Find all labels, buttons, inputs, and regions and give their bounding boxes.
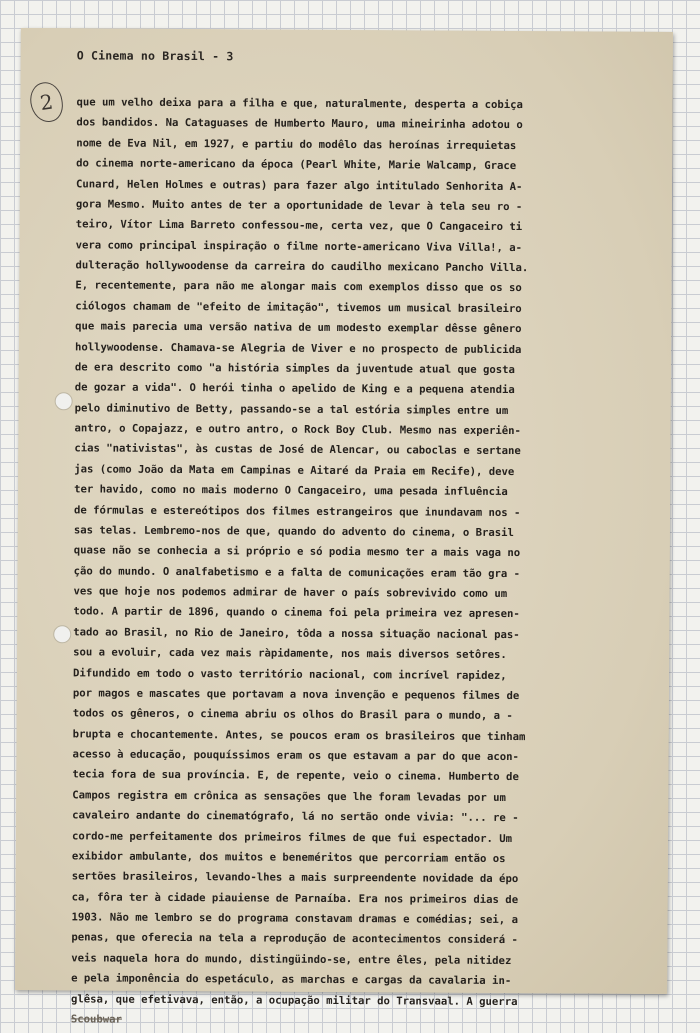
text-line: glêsa, que efetivava, então, a ocupação militar do Transvaal. A guerra	[70, 992, 518, 1008]
text-line: tecia fora de sua província. E, de repente, veio o cinema. Humberto de	[72, 768, 519, 784]
text-line: sou a evoluir, cada vez mais ràpidamente, nos mais diversos setôres.	[73, 646, 507, 662]
text-line: teiro, Vítor Lima Barreto confessou-me, certa vez, que O Cangaceiro ti	[75, 218, 523, 234]
text-line: quase não se conhecia a si próprio e só podia mesmo ter a mais vaga no	[73, 544, 521, 560]
text-line: ca, fôra ter à cidade piauiense de Parnaíba. Era nos primeiros dias de	[71, 890, 519, 906]
text-line: exibidor ambulante, dos muitos e beneméritos que percorriam então os	[71, 850, 506, 865]
text-line: antro, o Copajazz, e outro antro, o Rock Boy Club. Mesmo nas experiên-	[74, 422, 521, 438]
text-line: gora Mesmo. Muito antes de ter a oportunidade de levar à tela seu ro -	[75, 198, 523, 213]
text-line: Scoubwar	[70, 1013, 122, 1026]
text-line: dulteração hollywoodense da carreira do caudilho mexicano Pancho Villa.	[75, 259, 529, 275]
text-line: vera como principal inspiração o filme norte-americano Viva Villa!, a-	[75, 238, 523, 254]
text-line: jas (como João da Mata em Campinas e Aitaré da Praia em Recife), deve	[74, 463, 515, 478]
text-line: cias "nativistas", às custas de José de Alencar, ou caboclas e sertane	[74, 442, 521, 458]
text-line: tado ao Brasil, no Rio de Janeiro, tôda a nossa situação nacional pas-	[73, 626, 520, 641]
text-line: cordo-me perfeitamente dos primeiros filmes de que fui espectador. Um	[71, 829, 513, 845]
text-line: 1903. Não me lembro se do programa constavam dramas e comédias; sei, a	[71, 911, 519, 927]
text-line: Difundido em todo o vasto território nacional, com incrível rapidez,	[72, 666, 507, 682]
page-header: O Cinema no Brasil - 3	[76, 48, 234, 64]
text-line: que um velho deixa para a filha e que, naturalmente, desperta a cobiça	[76, 96, 523, 112]
punch-hole-top	[55, 392, 73, 410]
text-line: nome de Eva Nil, em 1927, e partiu do modêlo das heroínas irrequietas	[76, 137, 517, 152]
text-line: brupta e chocantemente. Antes, se poucos eram os brasileiros que tinham	[72, 727, 526, 743]
text-line: ciólogos chamam de "efeito de imitação", tivemos um musical brasileiro	[75, 300, 522, 315]
text-line: sas telas. Lembremo-nos de que, quando do advento do cinema, o Brasil	[73, 524, 514, 539]
text-line: Cunard, Helen Holmes e outras) para fazer algo intitulado Senhorita A-	[75, 177, 523, 193]
text-line: Campos registra em crônica as sensações que lhe foram levadas por um	[72, 789, 506, 804]
text-line: todo. A partir de 1896, quando o cinema foi pela primeira vez apresen-	[73, 605, 520, 621]
text-line: penas, que oferecia na tela a reprodução de acontecimentos considerá -	[71, 931, 518, 947]
text-line: ves que hoje nos podemos admirar de haver o país sobrevivido como um	[73, 585, 508, 600]
text-line: de fórmulas e estereótipos dos filmes estrangeiros que inundavam nos -	[73, 503, 521, 519]
text-line: e pela imponência do espetáculo, as marchas e cargas da cavalaria in-	[71, 972, 512, 988]
text-line: pelo diminutivo de Betty, passando-se a tal estória simples entre um	[74, 401, 509, 417]
text-line: hollywoodense. Chamava-se Alegria de Viver e no prospecto de publicida	[74, 340, 522, 356]
text-line: do cinema norte-americano da época (Pearl White, Marie Walcamp, Grace	[76, 157, 517, 173]
punch-hole-bottom	[53, 625, 71, 643]
text-line: que mais parecia uma versão nativa de um modesto exemplar dêsse gênero	[75, 320, 522, 336]
text-line: acesso à educação, pouquíssimos eram os que estavam a par do que acon-	[72, 748, 520, 764]
handwritten-page-number: 2	[28, 80, 65, 124]
text-line: dos bandidos. Na Cataguases de Humberto Mauro, uma mineirinha adotou o	[76, 116, 523, 132]
text-line: de gozar a vida". O herói tinha o apelido de King e a pequena atendia	[74, 381, 515, 397]
text-line: ter havido, como no mais moderno O Cangaceiro, uma pesada influência	[74, 483, 508, 499]
text-line: todos os gêneros, o cinema abriu os olhos do Brasil para o mundo, a -	[72, 707, 513, 723]
text-line: cavaleiro andante do cinematógrafo, lá no sertão onde vivia: "... re -	[72, 809, 519, 825]
text-line: E, recentemente, para não me alongar mais com exemplos disso que os so	[75, 279, 522, 295]
text-line: sertões brasileiros, levando-lhes a mais surpreendente novidade da épo	[71, 870, 519, 886]
text-line: por magos e mascates que portavam a nova invenção e pequenos filmes de	[72, 687, 520, 702]
text-line: ção do mundo. O analfabetismo e a falta de comunicações eram tão gra -	[73, 564, 521, 580]
body-text	[71, 92, 637, 1033]
text-line: de era descrito como "a história simples da juventude atual que gosta	[74, 361, 515, 376]
text-line: veis naquela hora do mundo, distingüindo-se, entre êles, pela nitidez	[71, 952, 512, 967]
typewritten-page	[15, 28, 673, 1026]
